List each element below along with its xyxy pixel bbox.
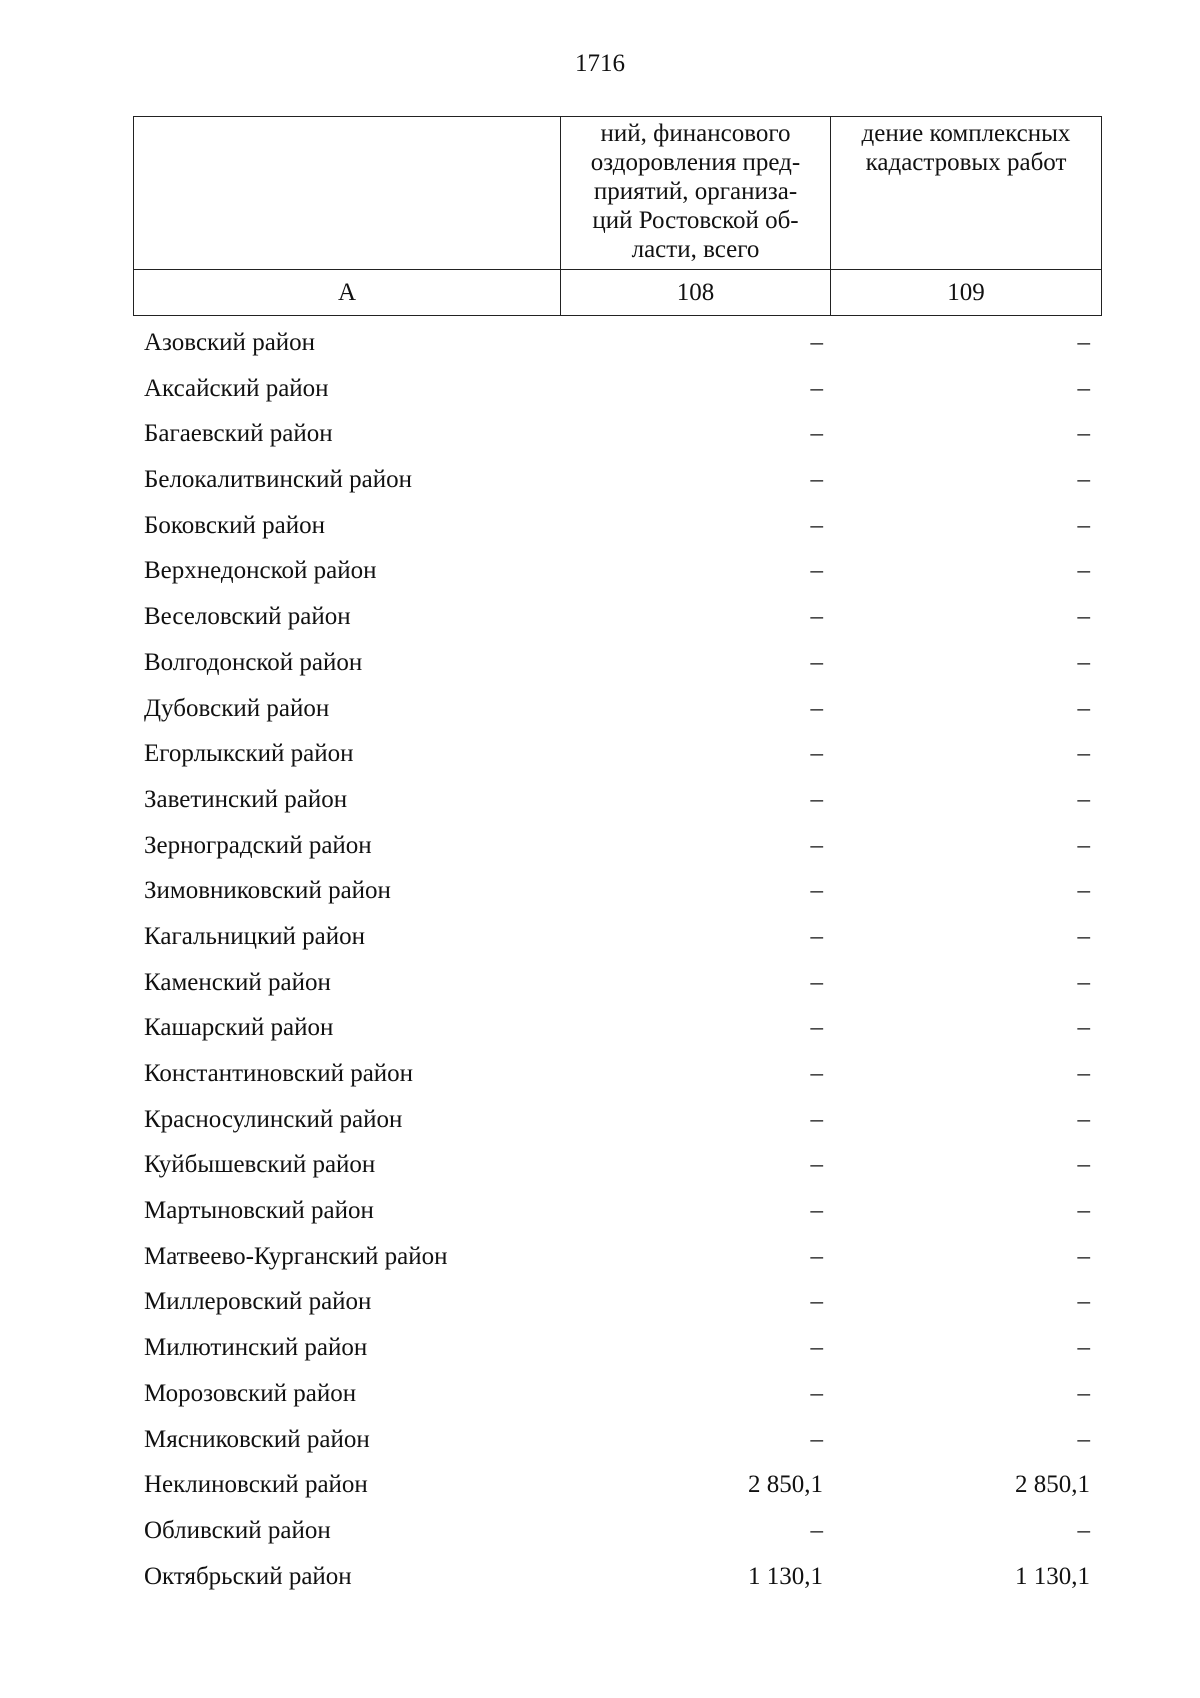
table-row xyxy=(133,823,1101,869)
table-row xyxy=(133,1142,1101,1188)
value-109: 1 130,1 xyxy=(1015,1562,1090,1590)
value-108: – xyxy=(810,968,823,996)
district-name: Заветинский район xyxy=(144,785,348,813)
header-text-108 xyxy=(561,117,830,264)
district-name: Куйбышевский район xyxy=(144,1151,376,1179)
district-name: Мясниковский район xyxy=(144,1425,370,1453)
value-109: – xyxy=(1077,877,1090,905)
table-row xyxy=(133,548,1101,594)
header-cell-108 xyxy=(561,117,831,270)
header-row xyxy=(134,117,1102,270)
value-108: – xyxy=(810,1379,823,1407)
district-name: Боковский район xyxy=(144,511,325,539)
value-109: – xyxy=(1077,1014,1090,1042)
table-row xyxy=(133,1371,1101,1417)
table-row xyxy=(133,594,1101,640)
district-name: Красносулинский район xyxy=(144,1105,403,1133)
value-109: – xyxy=(1077,557,1090,585)
district-name: Азовский район xyxy=(144,329,316,356)
value-108: – xyxy=(810,785,823,813)
table-row xyxy=(133,731,1101,777)
column-number-109: 109 xyxy=(831,270,1102,316)
district-name: Октябрьский район xyxy=(144,1562,352,1590)
value-108: – xyxy=(810,877,823,905)
district-name: Мартыновский район xyxy=(144,1197,374,1225)
district-name: Морозовский район xyxy=(144,1379,357,1407)
value-109: – xyxy=(1077,1197,1090,1225)
district-name: Егорлыкский район xyxy=(144,740,354,768)
table-row xyxy=(133,1234,1101,1280)
table-row xyxy=(133,503,1101,549)
value-109: – xyxy=(1077,831,1090,859)
column-number-a: А xyxy=(134,270,561,316)
table-row xyxy=(133,457,1101,503)
value-108: – xyxy=(810,1151,823,1179)
value-109: – xyxy=(1077,694,1090,722)
table-row xyxy=(133,1508,1101,1554)
value-109: – xyxy=(1077,329,1090,356)
value-108: – xyxy=(810,1425,823,1453)
district-name: Веселовский район xyxy=(144,603,351,631)
value-108: – xyxy=(810,511,823,539)
value-109: – xyxy=(1077,511,1090,539)
value-109: – xyxy=(1077,648,1090,676)
value-108: – xyxy=(810,1242,823,1270)
value-109: – xyxy=(1077,1151,1090,1179)
header-cell-109 xyxy=(831,117,1102,270)
table-row xyxy=(133,1462,1101,1508)
table-body xyxy=(133,320,1101,1599)
value-109: – xyxy=(1077,420,1090,448)
district-name: Аксайский район xyxy=(144,374,329,402)
value-109: – xyxy=(1077,740,1090,768)
value-109: – xyxy=(1077,785,1090,813)
value-109: 2 850,1 xyxy=(1015,1471,1090,1499)
value-108: – xyxy=(810,374,823,402)
value-109: – xyxy=(1077,922,1090,950)
table-row xyxy=(133,1325,1101,1371)
value-109: – xyxy=(1077,374,1090,402)
table-row xyxy=(133,1005,1101,1051)
value-109: – xyxy=(1077,1288,1090,1316)
table-row xyxy=(133,868,1101,914)
value-109: – xyxy=(1077,1379,1090,1407)
column-number-108: 108 xyxy=(561,270,831,316)
value-108: – xyxy=(810,694,823,722)
district-name: Милютинский район xyxy=(144,1334,368,1362)
header-line-109: кадастровых работ xyxy=(865,149,1067,176)
district-name: Константиновский район xyxy=(144,1060,414,1087)
value-108: – xyxy=(810,420,823,448)
table-row xyxy=(133,914,1101,960)
district-name: Белокалитвинский район xyxy=(144,466,412,494)
value-108: 1 130,1 xyxy=(748,1562,823,1590)
value-109: – xyxy=(1077,1334,1090,1362)
value-108: – xyxy=(810,648,823,676)
header-line-108: ний, финансового xyxy=(600,120,791,147)
district-name: Багаевский район xyxy=(144,420,333,448)
value-109: – xyxy=(1077,603,1090,631)
table-row xyxy=(133,1188,1101,1234)
value-109: – xyxy=(1077,1242,1090,1270)
value-108: – xyxy=(810,1516,823,1544)
value-108: – xyxy=(810,1197,823,1225)
header-line-108: ласти, всего xyxy=(631,236,760,263)
table-row xyxy=(133,411,1101,457)
district-name: Матвеево-Курганский район xyxy=(144,1242,448,1270)
value-109: – xyxy=(1077,1060,1090,1087)
district-name: Кагальницкий район xyxy=(144,922,366,950)
value-108: 2 850,1 xyxy=(748,1471,823,1499)
table-row xyxy=(133,960,1101,1006)
value-108: – xyxy=(810,603,823,631)
district-name: Верхнедонской район xyxy=(144,557,377,585)
district-name: Кашарский район xyxy=(144,1014,334,1042)
district-name: Зимовниковский район xyxy=(144,877,391,905)
value-108: – xyxy=(810,329,823,356)
value-108: – xyxy=(810,1334,823,1362)
value-109: – xyxy=(1077,1516,1090,1544)
table-row xyxy=(133,320,1101,366)
value-108: – xyxy=(810,1014,823,1042)
table-header xyxy=(133,116,1102,316)
value-108: – xyxy=(810,466,823,494)
header-line-108: приятий, организа- xyxy=(593,178,798,205)
value-109: – xyxy=(1077,1105,1090,1133)
column-number-row xyxy=(134,270,1102,316)
header-line-108: оздоровления пред- xyxy=(590,149,801,176)
table-row xyxy=(133,1097,1101,1143)
value-108: – xyxy=(810,1060,823,1087)
table-row xyxy=(133,1051,1101,1097)
value-108: – xyxy=(810,740,823,768)
district-name: Каменский район xyxy=(144,968,331,996)
value-109: – xyxy=(1077,968,1090,996)
header-cell-a xyxy=(134,117,561,270)
header-text-109 xyxy=(831,117,1101,177)
table-row xyxy=(133,1554,1101,1600)
table-row xyxy=(133,640,1101,686)
table-row xyxy=(133,1417,1101,1463)
district-name: Обливский район xyxy=(144,1516,331,1544)
value-108: – xyxy=(810,922,823,950)
header-line-108: ций Ростовской об- xyxy=(592,207,799,234)
district-name: Дубовский район xyxy=(144,694,330,722)
district-name: Неклиновский район xyxy=(144,1471,368,1499)
value-109: – xyxy=(1077,1425,1090,1453)
value-108: – xyxy=(810,831,823,859)
page-number: 1716 xyxy=(575,50,625,77)
table-row xyxy=(133,686,1101,732)
table-row xyxy=(133,366,1101,412)
district-name: Волгодонской район xyxy=(144,648,363,676)
value-108: – xyxy=(810,1105,823,1133)
district-name: Зерноградский район xyxy=(144,831,372,859)
value-108: – xyxy=(810,1288,823,1316)
table-row xyxy=(133,1279,1101,1325)
value-109: – xyxy=(1077,466,1090,494)
table-row xyxy=(133,777,1101,823)
district-name: Миллеровский район xyxy=(144,1288,372,1316)
value-108: – xyxy=(810,557,823,585)
header-line-109: дение комплексных xyxy=(861,120,1071,147)
